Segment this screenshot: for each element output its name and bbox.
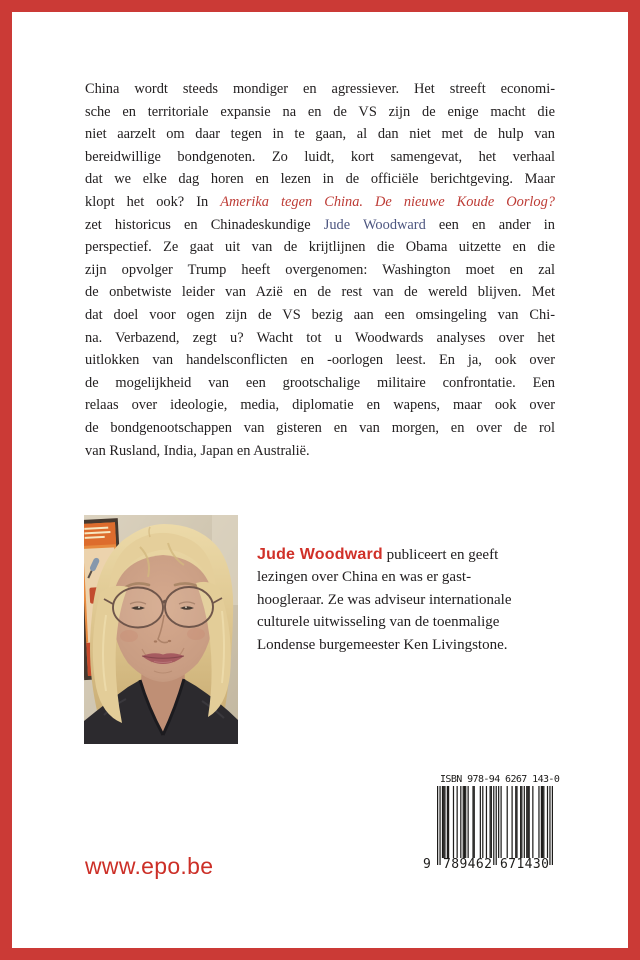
blurb-segment: klopt het ook? In [85, 193, 221, 210]
author-photo [84, 515, 238, 744]
blurb-segment: China wordt steeds mondiger en agressiever. Het streeft economi- [85, 81, 555, 97]
blurb-segment: sche en territoriale expansie na en de VS zijn de enige macht die [85, 103, 555, 120]
blurb-line [85, 281, 555, 304]
blurb-line [85, 440, 555, 463]
blurb-line [85, 214, 555, 237]
blurb-line [85, 327, 555, 350]
blurb-line [85, 304, 555, 327]
book-title-inline: Amerika tegen China. De nieuwe Koude Oorlog? [220, 193, 555, 210]
blurb-segment: uitlokken van handelsconflicten en -oorlogen leest. En ja, ook over [85, 352, 555, 369]
isbn-barcode [420, 774, 560, 878]
blurb-segment: een en ander in [425, 216, 555, 233]
blurb-segment: niet aarzelt om daar tegen in te gaan, al dan niet met de hulp van [85, 126, 555, 143]
cover-inner [12, 12, 628, 948]
blurb-segment: relaas over ideologie, media, diplomatie en wapens, maar ook over [85, 397, 555, 414]
blurb-line [85, 101, 555, 124]
blurb-line [85, 78, 555, 101]
publisher-website: www.epo.be [85, 853, 214, 879]
blurb-line [85, 168, 555, 191]
blurb-line [85, 394, 555, 417]
blurb-line [85, 236, 555, 259]
author-name: Jude Woodward [257, 546, 383, 563]
blurb-segment: dat we elke dag horen en lezen in de officiële berichtgeving. Maar [85, 171, 555, 188]
blurb-line [85, 372, 555, 395]
author-bio-text: publiceert en geeft lezingen over China en was er gast- hoogleraar. Ze was adviseur internationale culturele uitwisseling van de toenmalige Londense burgemeester Ken Livingstone. [257, 547, 512, 653]
blurb-line [85, 349, 555, 372]
barcode-digits-right: 671430 [500, 857, 550, 872]
blurb-segment: na. Verbazend, zegt u? Wacht tot u Woodwards analyses over het [85, 329, 555, 346]
blurb-segment: de onbetwiste leider van Azië en de rest van de wereld blijven. Met [85, 284, 555, 301]
blurb-line [85, 123, 555, 146]
blurb-segment: zijn opvolger Trump heeft overgenomen: Washington moet en zal [85, 261, 555, 278]
blurb-segment: zet historicus en Chinadeskundige [85, 216, 324, 233]
barcode-digits-left: 789462 [443, 857, 493, 872]
blurb-line [85, 417, 555, 440]
barcode-bars-area [420, 786, 556, 878]
blurb-segment: van Rusland, India, Japan en Australië. [85, 442, 310, 459]
barcode-digit-first: 9 [423, 857, 432, 872]
barcode-digits [420, 857, 556, 873]
blurb-segment: de bondgenootschappen van gisteren en van morgen, en over de rol [85, 419, 555, 436]
blurb-text [85, 78, 555, 462]
blurb-line [85, 259, 555, 282]
blurb-line [85, 146, 555, 169]
blurb-line [85, 191, 555, 214]
author-name-inline: Jude Woodward [323, 216, 426, 233]
blurb-segment: perspectief. Ze gaat uit van de krijtlijnen die Obama uitzette en die [85, 239, 555, 256]
blurb-segment: bereidwillige bondgenoten. Zo luidt, kort samengevat, het verhaal [85, 148, 555, 165]
blurb-segment: dat doel voor ogen zijn de VS bezig aan een omsingeling van Chi- [85, 306, 555, 323]
isbn-label: ISBN 978-94 6267 143-0 [440, 774, 560, 785]
blurb-segment: de mogelijkheid van een grootschalige militaire confrontatie. Een [85, 374, 555, 391]
barcode-bars [437, 786, 553, 865]
author-bio [257, 544, 569, 656]
